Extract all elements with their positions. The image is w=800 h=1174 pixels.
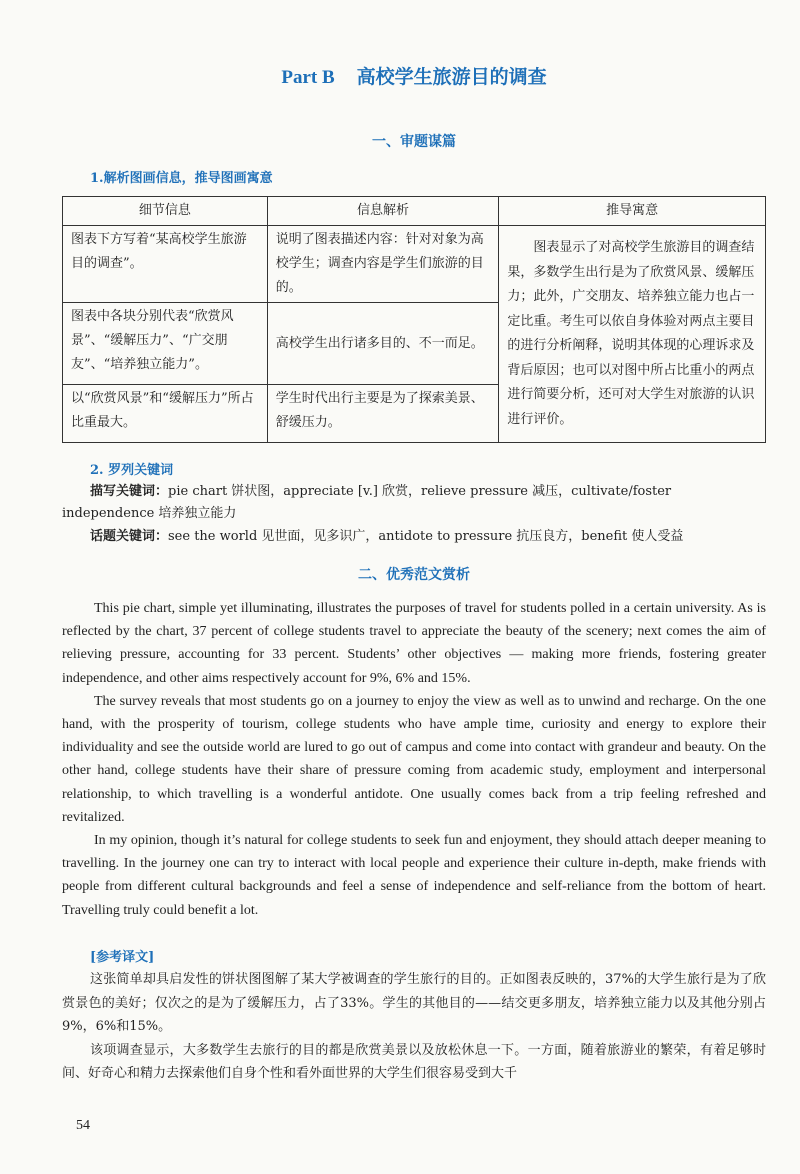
table-header-row xyxy=(63,197,766,226)
description-keywords-label: 描写关键词： xyxy=(90,484,169,499)
topic-keywords xyxy=(62,526,766,548)
section-heading-2: 二、优秀范文赏析 xyxy=(358,567,470,583)
subheading-keywords: 2. 罗列关键词 xyxy=(90,463,174,478)
model-essay xyxy=(62,597,766,922)
reference-translation xyxy=(62,968,766,1086)
translation-paragraph: 该项调查显示，大多数学生去旅行的目的都是欣赏美景以及放松休息一下。一方面，随着旅游业的繁荣，有着足够时间、好奇心和精力去探索他们自身个性和看外面世界的大学生们很容易受到大千 xyxy=(62,1042,766,1081)
title-text: 高校学生旅游目的调查 xyxy=(356,66,547,88)
detail-cell: 图表中各块分别代表“欣赏风景”、“缓解压力”、“广交朋友”、“培养独立能力”。 xyxy=(63,303,268,385)
implication-cell xyxy=(499,226,766,443)
analysis-cell: 说明了图表描述内容：针对对象为高校学生；调查内容是学生们旅游的目的。 xyxy=(267,226,499,303)
description-keywords xyxy=(62,481,766,525)
implication-text: 图表显示了对高校学生旅游目的调查结果，多数学生出行是为了欣赏风景、缓解压力；此外，广交朋友、培养独立能力也占一定比重。考生可以依自身体验对两点主要目的进行分析阐释，说明其体现的心理诉求及背后原因；也可以对图中所占比重小的两点进行简要分析，还可对大学生对旅游的认识进行评价。 xyxy=(507,240,755,427)
part-label: Part B xyxy=(281,67,335,88)
essay-paragraph: This pie chart, simple yet illuminating, illustrates the purposes of travel for students polled in a certain university. As is reflected by the chart, 37 percent of college students travel to appreciate the beauty of the scenery; next comes the aim of relieving pressure, accounting for 33 percent. Students’ other objectives — making more friends, fostering greater independence, and other aims respectively account for 9%, 6% and 15%. xyxy=(62,601,766,686)
page-title xyxy=(62,62,766,89)
topic-keywords-text: see the world 见世面，见多识广，antidote to pressure 抗压良方，benefit 使人受益 xyxy=(168,529,684,544)
analysis-cell: 高校学生出行诸多目的、不一而足。 xyxy=(267,303,499,385)
topic-keywords-label: 话题关键词： xyxy=(90,529,169,544)
header-implication: 推导寓意 xyxy=(499,197,766,226)
essay-paragraph: The survey reveals that most students go on a journey to enjoy the view as well as to unwind and recharge. On the one hand, with the prosperity of tourism, college students who have ample time, curiosity and energy to explore their individuality and see the outside world are lured to go out of campus and come into contact with grandeur and beauty. On the other hand, college students have their share of pressure coming from academic study, employment and interpersonal relationship, to which travelling is a wonderful antidote. One usually comes back from a trip feeling refreshed and revitalized. xyxy=(62,693,766,825)
subheading-analysis: 1.解析图画信息，推导图画寓意 xyxy=(90,171,273,186)
essay-paragraph: In my opinion, though it’s natural for college students to seek fun and enjoyment, they should attach deeper meaning to travelling. In the journey one can try to interact with local people and experience their culture in-depth, make friends with people from different cultural backgrounds and feel a sense of independence and self-reliance from the bottom of heart. Travelling truly could benefit a lot. xyxy=(62,833,766,918)
page-number: 54 xyxy=(76,1118,90,1133)
header-detail: 细节信息 xyxy=(63,197,268,226)
table-row xyxy=(63,226,766,303)
reference-translation-label: [参考译文] xyxy=(90,950,155,965)
info-table xyxy=(62,196,766,443)
detail-cell: 图表下方写着“某高校学生旅游目的调查”。 xyxy=(63,226,268,303)
detail-cell: 以“欣赏风景”和“缓解压力”所占比重最大。 xyxy=(63,385,268,443)
translation-paragraph: 这张简单却具启发性的饼状图图解了某大学被调查的学生旅行的目的。正如图表反映的，37%的大学生旅行是为了欣赏景色的美好；仅次之的是为了缓解压力，占了33%。学生的其他目的——结交更多朋友，培养独立能力以及其他分别占9%，6%和15%。 xyxy=(62,972,766,1034)
analysis-cell: 学生时代出行主要是为了探索美景、舒缓压力。 xyxy=(267,385,499,443)
header-analysis: 信息解析 xyxy=(267,197,499,226)
description-keywords-text: pie chart 饼状图，appreciate [v.] 欣赏，relieve pressure 减压，cultivate/foster independence 培养独立能力 xyxy=(62,484,672,521)
section-heading-1: 一、审题谋篇 xyxy=(372,134,456,150)
